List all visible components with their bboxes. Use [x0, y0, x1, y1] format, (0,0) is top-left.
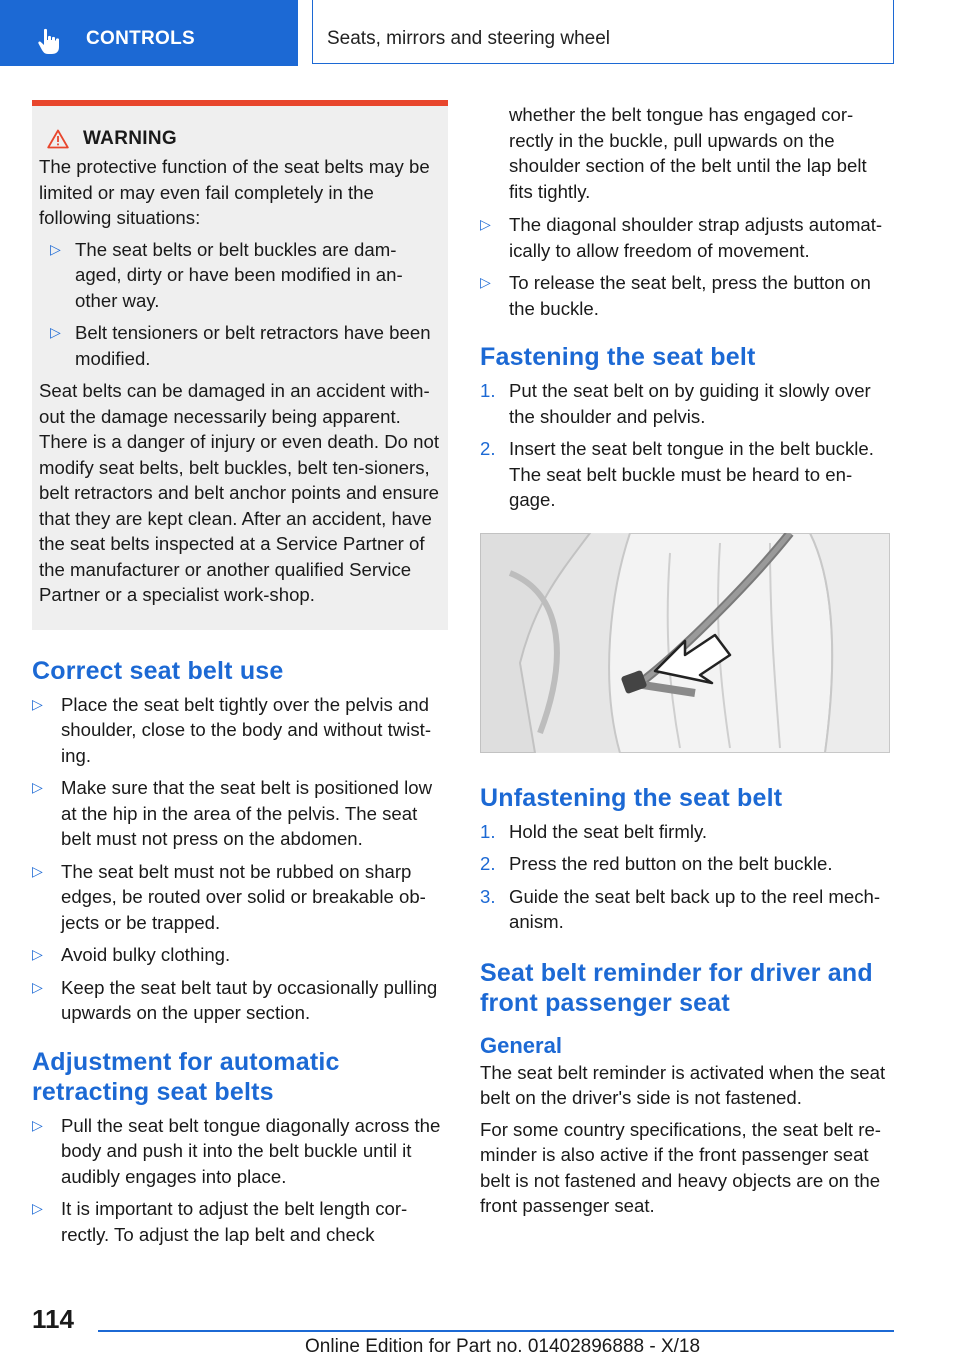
warning-body: Seat belts can be damaged in an accident with‐out the damage necessarily being apparent. There is a danger of injury or even death. Do not modify seat belts, belt buckles, belt ten‐sioners, belt retractors and belt anchor points and ensure that they are kept clean. After an accident, have the seat belts inspected at a Service Partner of the manufacturer or another qualified Service Partner or a specialist work‐shop.: [39, 380, 440, 605]
warning-header: [39, 128, 440, 150]
unfastening-steps: [480, 819, 892, 935]
heading-adjustment: Adjustment for automatic retracting seat belts: [32, 1047, 340, 1106]
list-item-text: Keep the seat belt taut by occasionally pulling upwards on the upper section.: [61, 976, 438, 1023]
heading-unfastening: Unfastening the seat belt: [480, 783, 783, 812]
hand-pointer-icon: [36, 26, 66, 56]
step-text: Guide the seat belt back up to the reel mech‐anism.: [509, 885, 881, 932]
section-tab-label: CONTROLS: [86, 28, 196, 49]
chapter-title: Seats, mirrors and steering wheel: [327, 28, 611, 49]
list-item: [32, 942, 448, 968]
triangle-bullet-icon: ▷: [32, 978, 43, 995]
triangle-bullet-icon: ▷: [32, 1200, 43, 1216]
triangle-bullet-icon: ▷: [50, 240, 61, 257]
triangle-bullet-icon: ▷: [32, 946, 43, 962]
step-item: [480, 436, 892, 513]
triangle-bullet-icon: ▷: [50, 324, 61, 340]
triangle-bullet-icon: ▷: [32, 779, 43, 795]
step-text: Press the red button on the belt buckle.: [509, 853, 833, 874]
step-text: Put the seat belt on by guiding it slowly over the shoulder and pelvis.: [509, 380, 871, 427]
list-item: [480, 270, 892, 321]
step-item: [480, 884, 892, 935]
page-number: 114: [32, 1304, 74, 1334]
correct-use-list: [32, 692, 448, 1026]
right-column: [480, 102, 892, 1225]
list-item-text: Belt tensioners or belt retractors have been modified.: [75, 322, 431, 369]
triangle-bullet-icon: ▷: [480, 274, 491, 290]
edition-note: Online Edition for Part no. 01402896888 - X/18: [305, 1336, 701, 1357]
continued-list: [480, 212, 892, 321]
footer-divider: [98, 1330, 894, 1332]
seat-belt-illustration: [480, 533, 890, 753]
list-item-text: Pull the seat belt tongue diagonally across the body and push it into the belt buckle until it audibly engages into place.: [61, 1114, 441, 1187]
list-item-text: The seat belts or belt buckles are dam‐aged, dirty or have been modified in an‐other way.: [75, 238, 403, 311]
section-tab: [0, 0, 298, 66]
warning-box: [32, 100, 448, 630]
warning-triangle-icon: [47, 129, 69, 149]
continued-bullet-text: whether the belt tongue has engaged cor‐rectly in the buckle, pull upwards on the shoulder section of the belt until the lap belt fits tightly.: [509, 104, 867, 202]
step-number: 1.: [480, 380, 496, 401]
chapter-title-box: [312, 0, 894, 64]
list-item: [32, 775, 448, 852]
list-item-text: It is important to adjust the belt length cor‐rectly. To adjust the lap belt and check: [61, 1198, 408, 1245]
list-item-text: Make sure that the seat belt is positioned low at the hip in the area of the pelvis. The seat belt must not press on the abdomen.: [61, 777, 433, 849]
subheading-general: General: [480, 1032, 562, 1058]
list-item: [32, 859, 448, 936]
page-header: [0, 0, 960, 66]
list-item-text: To release the seat belt, press the button on the buckle.: [509, 272, 871, 319]
step-number: 1.: [480, 820, 496, 842]
list-item: [39, 237, 440, 314]
step-number: 2.: [480, 438, 496, 459]
adjustment-list: [32, 1113, 448, 1248]
step-number: 3.: [480, 885, 496, 907]
list-item: [480, 212, 892, 263]
list-item: [32, 975, 448, 1026]
step-item: [480, 819, 892, 845]
list-item: [32, 1196, 448, 1247]
list-item: [32, 692, 448, 769]
heading-correct-use: Correct seat belt use: [32, 656, 284, 685]
list-item: [32, 1113, 448, 1190]
step-text: Hold the seat belt firmly.: [509, 820, 708, 842]
list-item-text: The diagonal shoulder strap adjusts automat‐ically to allow freedom of movement.: [509, 214, 883, 261]
step-item: [480, 378, 892, 429]
triangle-bullet-icon: ▷: [480, 216, 491, 232]
heading-fastening: Fastening the seat belt: [480, 343, 756, 371]
list-item-text: Avoid bulky clothing.: [61, 944, 231, 965]
triangle-bullet-icon: ▷: [32, 1116, 43, 1133]
seat-belt-drawing: [480, 533, 890, 753]
warning-list: [39, 237, 440, 372]
list-item: [39, 320, 440, 371]
left-column: [32, 100, 448, 1254]
reminder-paragraph-2: For some country specifications, the seat belt re‐minder is also active if the front passenger seat belt is not fastened and heavy objects are on the front passenger seat.: [480, 1118, 881, 1216]
triangle-bullet-icon: ▷: [32, 862, 43, 879]
heading-reminder: Seat belt reminder for driver and front passenger seat: [480, 958, 873, 1017]
list-item-text: Place the seat belt tightly over the pelvis and shoulder, close to the body and without twist‐ing.: [61, 693, 432, 766]
fastening-steps: [480, 378, 892, 513]
reminder-paragraph-1: The seat belt reminder is activated when the seat belt on the driver's side is not fastened.: [480, 1061, 886, 1108]
triangle-bullet-icon: ▷: [32, 695, 43, 712]
warning-title: WARNING: [83, 128, 177, 149]
list-item-text: The seat belt must not be rubbed on sharp edges, be routed over solid or breakable ob‐jects or be trapped.: [61, 860, 426, 933]
step-text: Insert the seat belt tongue in the belt buckle. The seat belt buckle must be heard to en‐gage.: [509, 438, 874, 510]
step-item: [480, 851, 892, 877]
step-number: 2.: [480, 853, 496, 874]
warning-intro: The protective function of the seat belts may be limited or may even fail completely in the following situations:: [39, 156, 430, 228]
